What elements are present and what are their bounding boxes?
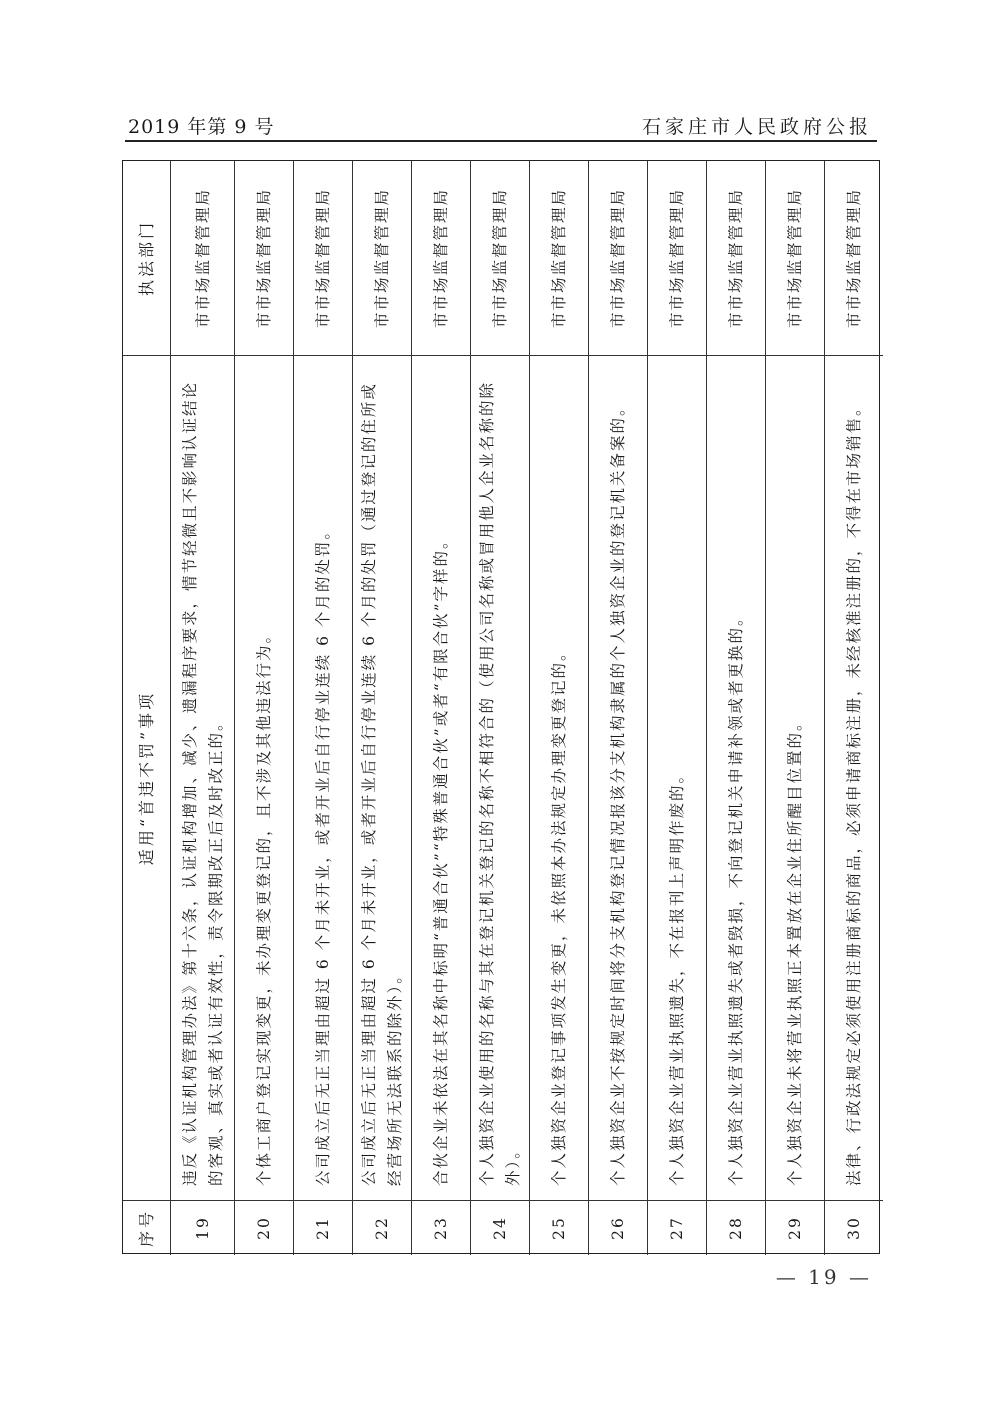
row-number: 27 (648, 1200, 706, 1255)
row-department: 市市场监督管理局 (727, 188, 745, 329)
row-department: 市市场监督管理局 (314, 188, 332, 329)
row-item: 个体工商户登记实现变更，未办理变更登记的，且不涉及其他违法行为。 (235, 355, 293, 1200)
row-item: 法律、行政法规定必须使用注册商标的商品，必须申请商标注册，未经核准注册的，不得在市场销售。 (825, 355, 883, 1200)
row-item: 公司成立后无正当理由超过 6 个月未开业，或者开业后自行停业连续 6 个月的处罚。 (294, 355, 352, 1200)
table-row (353, 161, 412, 1255)
publication-title: 石家庄市人民政府公报 (641, 116, 872, 138)
table-row (294, 161, 353, 1255)
row-number: 25 (530, 1200, 588, 1255)
table-row (530, 161, 589, 1255)
table-row (648, 161, 707, 1255)
page-number: — 19 — (775, 1265, 872, 1289)
table-row (471, 161, 530, 1255)
table-row (825, 161, 883, 1255)
row-item: 个人独资企业未将营业执照正本置放在企业住所醒目位置的。 (766, 355, 824, 1200)
row-department: 市市场监督管理局 (255, 188, 273, 329)
row-number: 22 (353, 1200, 411, 1255)
row-number: 24 (471, 1200, 529, 1255)
row-number: 23 (412, 1200, 470, 1255)
row-department: 市市场监督管理局 (609, 188, 627, 329)
row-number: 21 (294, 1200, 352, 1255)
table-header-row (123, 161, 171, 1255)
row-item: 个人独资企业不按规定时间将分支机构登记情况报该分支机构隶属的个人独资企业的登记机关备案的。 (589, 355, 647, 1200)
table-row (171, 161, 235, 1255)
table-row (412, 161, 471, 1255)
row-number: 26 (589, 1200, 647, 1255)
row-department: 市市场监督管理局 (845, 188, 863, 329)
row-department: 市市场监督管理局 (193, 188, 212, 329)
row-item: 个人独资企业营业执照遗失或者毁损，不向登记机关申请补领或者更换的。 (707, 355, 765, 1200)
row-item: 个人独资企业营业执照遗失，不在报刊上声明作废的。 (648, 355, 706, 1200)
penalty-table (122, 160, 880, 1254)
row-department: 市市场监督管理局 (373, 188, 391, 329)
row-item: 个人独资企业登记事项发生变更，未依照本办法规定办理变更登记的。 (530, 355, 588, 1200)
rotated-table-body (123, 161, 881, 1255)
table-row (766, 161, 825, 1255)
row-item: 合伙企业未依法在其名称中标明“普通合伙”“特殊普通合伙”或者“有限合伙”字样的。 (412, 355, 470, 1200)
row-number: 20 (235, 1200, 293, 1255)
row-department: 市市场监督管理局 (550, 188, 568, 329)
row-item: 公司成立后无正当理由超过 6 个月未开业，或者开业后自行停业连续 6 个月的处罚（通过登记的住所或经营场所无法联系的除外）。 (353, 355, 411, 1200)
column-header-item: 适用“首违不罚”事项 (123, 355, 170, 1200)
row-number: 19 (171, 1200, 234, 1255)
row-department: 市市场监督管理局 (491, 188, 509, 329)
column-header-number: 序号 (123, 1200, 170, 1255)
row-number: 30 (825, 1200, 883, 1255)
row-department: 市市场监督管理局 (786, 188, 804, 329)
row-item: 个人独资企业使用的名称与其在登记机关登记的名称不相符合的（使用公司名称或冒用他人企业名称的除外）。 (471, 355, 529, 1200)
row-item: 违反《认证机构管理办法》第十六条，认证机构增加、减少、遗漏程序要求，情节轻微且不影响认证结论的客观、真实或者认证有效性，责令限期改正后及时改正的。 (171, 355, 234, 1200)
row-number: 28 (707, 1200, 765, 1255)
header-rule (125, 140, 877, 142)
row-department: 市市场监督管理局 (668, 188, 686, 329)
row-number: 29 (766, 1200, 824, 1255)
table-row (235, 161, 294, 1255)
issue-number: 2019 年第 9 号 (128, 116, 275, 138)
table-row (589, 161, 648, 1255)
column-header-department: 执法部门 (136, 220, 156, 297)
row-department: 市市场监督管理局 (432, 188, 450, 329)
table-row (707, 161, 766, 1255)
